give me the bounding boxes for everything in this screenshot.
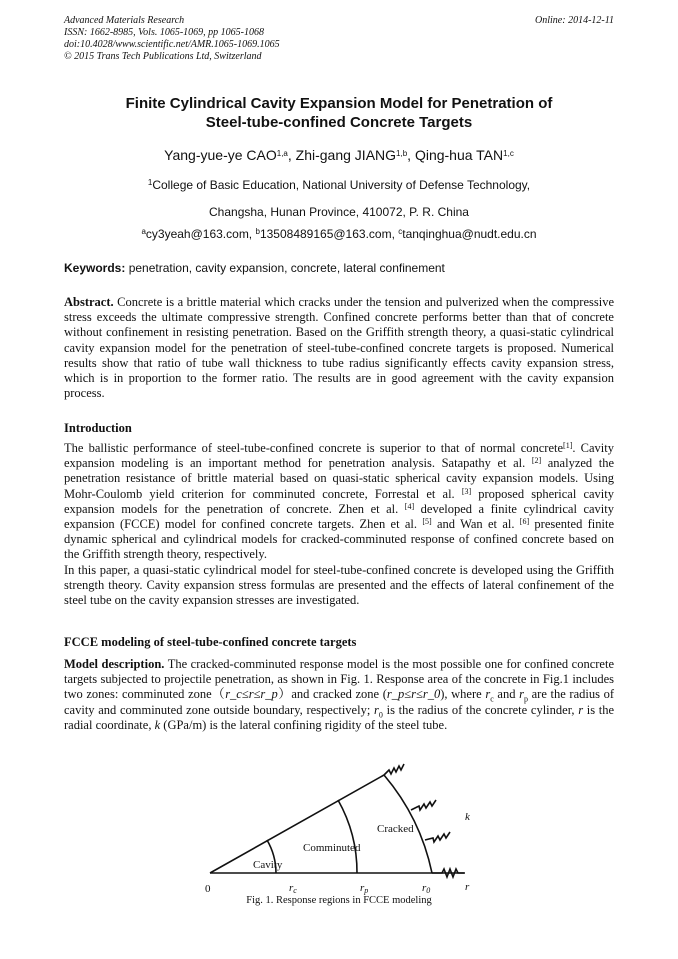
- cracked-zone-label: Cracked: [377, 823, 414, 835]
- fcce-heading: FCCE modeling of steel-tube-confined concrete targets: [64, 635, 357, 649]
- online-date: Online: 2014-12-11: [535, 15, 614, 26]
- paper-title: [40, 94, 638, 132]
- confinement-k-label: k: [465, 811, 470, 823]
- author-2-affil: 1,b: [396, 149, 408, 158]
- ref-2[interactable]: [2]: [531, 456, 542, 466]
- intro-paragraph-1: The ballistic performance of steel-tube-confined concrete is superior to that of normal concrete[1]. Cavity expansion modeling is an important method for penetration analysis. Satapathy et al. [2] analyzed the penetration resistance of brittle material based on quasi-static spherical cavity expansion models. Using Mohr-Coulomb yield criterion for comminuted concrete, Forrestal et al. [3] proposed spherical cavity expansion models for the penetration of concrete. Zhen et al. [4] developed a finite cylindrical cavity expansion (FCCE) model for confined concrete targets. Zhen et al. [5] and Wan et al. [6] presented finite dynamic spherical and cylindrical models for cracked-comminuted response of confined concrete based on the Griffith strength theory, respectively.: [64, 441, 615, 562]
- abstract-label: Abstract.: [64, 295, 114, 309]
- keywords-label: Keywords:: [64, 261, 126, 275]
- ref-5[interactable]: [5]: [422, 517, 432, 527]
- tick-rc: rc: [289, 882, 297, 895]
- running-header: [64, 15, 614, 63]
- affiliation-mark: 1: [147, 178, 153, 187]
- cracked-zone-range: r_p≤r≤r_0: [386, 687, 441, 702]
- ref-6[interactable]: [6]: [519, 517, 530, 527]
- author-2: Zhi-gang JIANG: [295, 147, 397, 163]
- upper-radius-line: [210, 775, 384, 873]
- tick-rp: rp: [360, 882, 369, 895]
- comminuted-boundary-arc: [338, 800, 357, 873]
- ref-4[interactable]: [4]: [404, 501, 415, 511]
- spring-3: [425, 832, 450, 842]
- cavity-zone-label: Cavity: [253, 859, 283, 871]
- intro-heading: Introduction: [64, 421, 132, 435]
- email-c[interactable]: tanqinghua@nudt.edu.cn: [402, 227, 537, 241]
- copyright-line: © 2015 Trans Tech Publications Ltd, Switzerland: [64, 51, 262, 62]
- author-list: Yang-yue-ye CAO$^{1,a}$, Zhi-gang JIANG$^{1,b}$, Qing-hua TAN$^{1,c}$: [164, 147, 514, 163]
- tick-r0: r0: [422, 882, 431, 895]
- figure-1-diagram: [195, 760, 485, 910]
- email-line: $^a$cy3yeah@163.com, $^b$13508489165@163.com, $^c$tanqinghua@nudt.edu.cn: [141, 227, 537, 241]
- author-1: Yang-yue-ye CAO: [164, 147, 277, 163]
- spring-1: [384, 764, 404, 775]
- author-3-affil: 1,c: [503, 149, 514, 158]
- keywords: [64, 261, 614, 275]
- axis-r-label: r: [465, 881, 470, 893]
- abstract: [64, 295, 614, 401]
- email-a[interactable]: cy3yeah@163.com,: [145, 227, 253, 241]
- ref-3[interactable]: [3]: [461, 486, 472, 496]
- author-1-affil: 1,a: [276, 149, 288, 158]
- affiliation-line-1: $^1$College of Basic Education, National University of Defense Technology,: [147, 178, 531, 192]
- doi-line: doi:10.4028/www.scientific.net/AMR.1065-1069.1065: [64, 39, 280, 50]
- email-b[interactable]: 13508489165@163.com,: [259, 227, 395, 241]
- author-3: Qing-hua TAN: [414, 147, 504, 163]
- affiliation-line-2: Changsha, Hunan Province, 410072, P. R. China: [209, 205, 469, 219]
- issn-line: ISSN: 1662-8985, Vols. 1065-1069, pp 1065-1068: [64, 27, 264, 38]
- ref-1[interactable]: [1]: [563, 441, 573, 450]
- intro-body: [64, 441, 614, 608]
- title-line-2: Steel-tube-confined Concrete Targets: [205, 114, 473, 131]
- figure-1-caption: Fig. 1. Response regions in FCCE modeling: [246, 895, 432, 906]
- comminuted-zone-label: Comminuted: [303, 842, 361, 854]
- abstract-text: Concrete is a brittle material which cracks under the tension and pulverized when the compressive stress exceeds the ultimate compressive strength. Confined concrete performs better than that of concrete without confinement in resisting penetration. Based on the Griffith strength theory, a quasi-static cylindrical cavity expansion model for the penetration of steel-tube-confined concrete targets is proposed. Numerical results show that ratio of tube wall thickness to tube radius significantly effects cavity expansion stress, which is in proportion to the former ratio. The results are in good agreement with the cavity expansion process.: [64, 295, 615, 401]
- spring-4: [432, 869, 464, 877]
- model-description-label: Model description.: [64, 657, 165, 671]
- journal-name: Advanced Materials Research: [64, 15, 185, 26]
- keywords-text: penetration, cavity expansion, concrete, lateral confinement: [128, 261, 445, 275]
- title-line-1: Finite Cylindrical Cavity Expansion Model for Penetration of: [125, 95, 553, 112]
- intro-paragraph-2: In this paper, a quasi-static cylindrical model for steel-tube-confined concrete is developed using the Griffith strength theory. Cavity expansion stress formulas are presented and the effects of lateral confinement of the steel tube on the cavity expansion stresses are investigated.: [64, 562, 614, 608]
- origin-label: 0: [205, 883, 211, 895]
- comminuted-zone-range: r_c≤r≤r_p: [225, 687, 278, 702]
- model-description: Model description. The cracked-comminuted response model is the most possible one for confined concrete targets subjected to projectile penetration, as shown in Fig. 1. Response area of the concrete in Fig.1 includes two zones: comminuted zone（r_c≤r≤r_p）and cracked zone (r_p≤r≤r_0), where $r_c$ and $r_p$ are the radius of cavity and comminuted zone outside boundary, respectively; $r_0$ is the radius of the concrete cylinder, r is the radial coordinate, k (GPa/m) is the lateral confining rigidity of the steel tube.: [64, 657, 615, 732]
- spring-2: [411, 800, 436, 810]
